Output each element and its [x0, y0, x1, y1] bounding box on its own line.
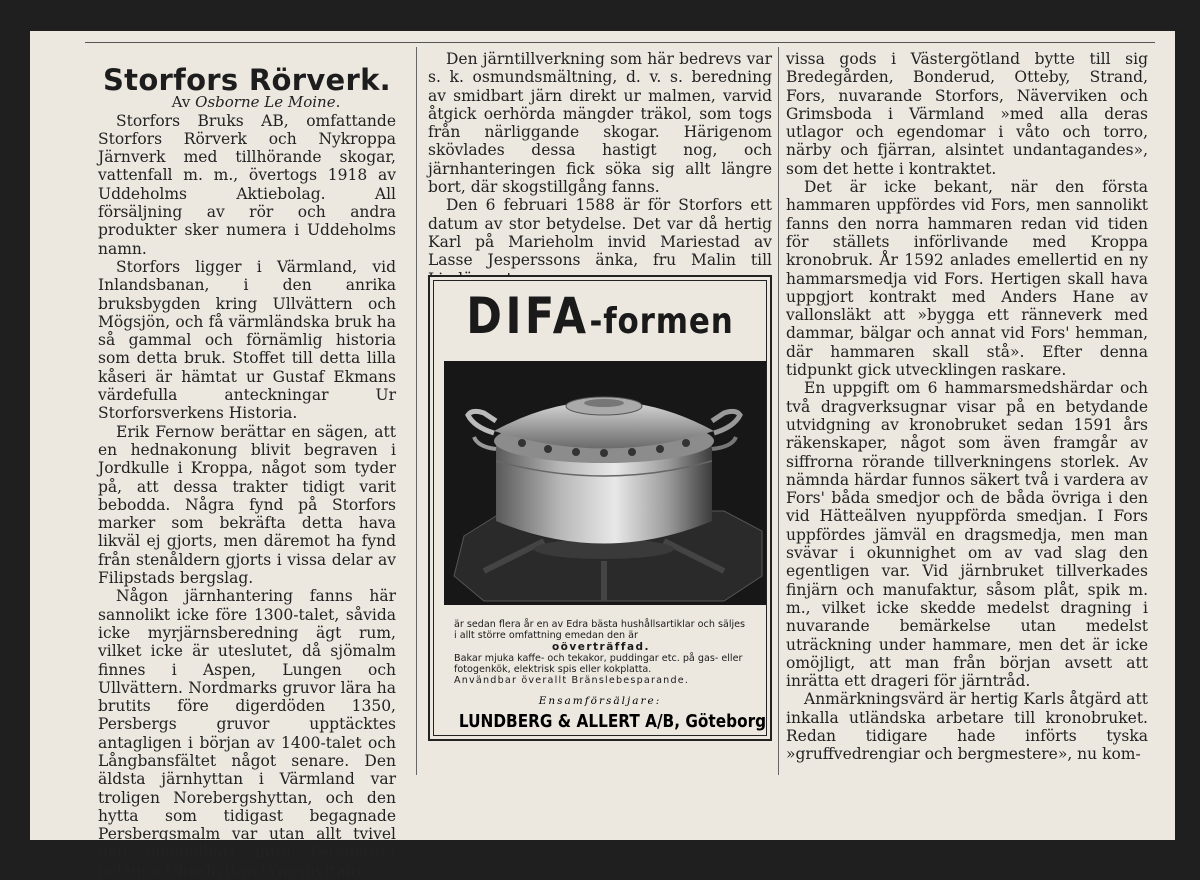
ad-inner-frame — [433, 280, 767, 736]
paragraph: Storfors Bruks AB, omfattande Storfors Rörverk och Nykroppa Järnverk med tillhörande skogar, vattenfall m. m., övertogs 1918 av Uddeholms Aktiebolag. All försäljning av rör och andra produkter sker numera i Uddeholms namn. — [98, 111, 396, 258]
paragraph: Den 6 februari 1588 är för Storfors ett datum av stor betydelse. Det var då hertig Karl på Marieholm invid Mariestad av Lasse Jesperssons änka, fru Malin till — [428, 196, 772, 270]
ad-line: är sedan flera år en av Edra bästa hushållsartiklar och säljes i allt större omfattning emedan den är — [454, 619, 746, 642]
casserole-photo — [444, 361, 766, 605]
ad-body — [454, 619, 748, 687]
article-column-3 — [786, 50, 1148, 764]
top-rule — [85, 42, 1155, 43]
paragraph: En uppgift om 6 hammarsmedshärdar och två dragverksugnar visar på en betydande utvidgning av kronobruket sedan 1591 års räkenskaper, något som även framgår av siffrorna rörande tillverkningens storlek. Av nämnda härdar funnos säkert två i vardera av Fors' båda smedjor och de båda övriga i den vid Hätteälven nyuppförda smedjan. I Fors uppfördes jämväl en dragsmedja, men man svävar i okunnighet om av vad slag den egentligen var. Vid järnbruket tillverkades finjärn och manufaktur, såsom plåt, spik m. m., vilket icke skedde medelst dragning i nuvarande bemärkelse utan medelst uträckning under hammare, men det är icke omöjligt, att man från början avsett att inrätta ett drageri för järntråd. — [786, 379, 1148, 691]
ad-line: Användbar överallt Bränslebesparande. — [454, 675, 690, 687]
magazine-page — [30, 31, 1175, 880]
paragraph: Den järntillverkning som här bedrevs var s. k. osmundsmältning, d. v. s. beredning av smidbart järn direkt ur malmen, varvid åtgick oerhörda mängder träkol, som togs från närliggande skogar. Härigenom skövlades dessa hastigt nog, och järnhanteringen fick söka sig allt längre bort, där skogstillgång fanns. — [428, 50, 772, 197]
column-divider — [778, 47, 779, 775]
paragraph: Storfors ligger i Värmland, vid Inlandsbanan, i den anrika bruksbygden kring Ullvättern och Mögsjön, och få värmländska bruk ha så gammal och förnämlig historia som detta bruk. Stoffet till detta lilla kåseri är hämtat ur Gustaf Ekmans värdefulla anteckningar Ur Storforsverkens Historia. — [98, 257, 396, 423]
ad-company-name: LUNDBERG & ALLERT A/B, Göteborg — [458, 711, 767, 732]
paragraph: Anmärkningsvärd är hertig Karls åtgärd att inkalla utländska arbetare till kronobruket. Redan tidigare hade införts tyska »gruffvedrengiar och bergmestere», nu kom- — [786, 690, 1148, 764]
ad-line: Bakar mjuka kaffe- och tekakor, puddingar etc. på gas- eller fotogenkök, elektrisk spis eller kokplatta. — [454, 652, 743, 676]
ad-headline — [457, 287, 743, 345]
ad-seller-label: Ensamförsäljare: — [538, 695, 662, 707]
paragraph: Någon järnhantering fanns här sannolikt icke före 1300-talet, såvida icke myrjärnsberedning ägt rum, vilket icke är uteslutet, då sjömalm finnes i Aspen, Lungen och Ullvättern. Nordmarks gruvor lära ha brutits före digerdöden 1350, Persbergs gruvor upptäcktes antagligen i början av 1400-talet och Långbansfältet något senare. Den äldsta järnhyttan i Värmland var troligen Norebergshyttan, och den hytta som tidigast begagnade Persbergsmalm var utan allt tvivel den omedelbart intill Persberget belägna Öhnshyttan (Yngshyttan). — [98, 587, 396, 880]
ad-emphasis: oöverträffad. — [551, 640, 651, 653]
article-column-1 — [98, 47, 396, 880]
byline-prefix: Av — [171, 93, 191, 112]
column-divider — [416, 47, 417, 775]
article-title: Storfors Rörverk. — [102, 63, 391, 97]
paragraph: Erik Fernow berättar en sägen, att en hednakonung blivit begraven i Jordkulle i Kroppa, något som tyder på, att dessa trakter tidigt varit bebodda. Några fynd på Storfors marker som bekräfta detta hava likväl ej gjorts, men däremot ha fynd från stenåldern gjorts i vissa delar av Filipstads bergslag. — [98, 422, 396, 588]
ad-headline-suffix: -formen — [589, 301, 734, 342]
ad-headline-brand: DIFA — [466, 287, 590, 345]
difa-advertisement — [428, 275, 772, 741]
paragraph: vissa gods i Västergötland bytte till sig Bredegården, Bonderud, Otteby, Strand, Fors, nuvarande Storfors, Näverviken och Grimsboda i Värmland »med alla deras utlagor och egendomar i våto och torro, närby och fjärran, alsintet undantagandes», som det hette i kontraktet. — [786, 50, 1148, 178]
byline-author: Osborne Le Moine. — [195, 93, 341, 112]
paragraph: Det är icke bekant, när den första hammaren uppfördes vid Fors, men sannolikt fanns den norra hammaren redan vid tiden för ställets införlivande med Kroppa kronobruk. År 1592 anlades emellertid en ny hammarsmedja vid Fors. Hertigen skall hava uppgjort kontrakt med Anders Hane av vallonsläkt att »bygga ett ränneverk med dammar, bälgar och annat vid Fors' hemman, där hammaren skall stå». Efter denna tidpunkt gick utvecklingen raskare. — [786, 178, 1148, 380]
article-column-2 — [428, 50, 772, 288]
casserole-image — [444, 361, 766, 605]
